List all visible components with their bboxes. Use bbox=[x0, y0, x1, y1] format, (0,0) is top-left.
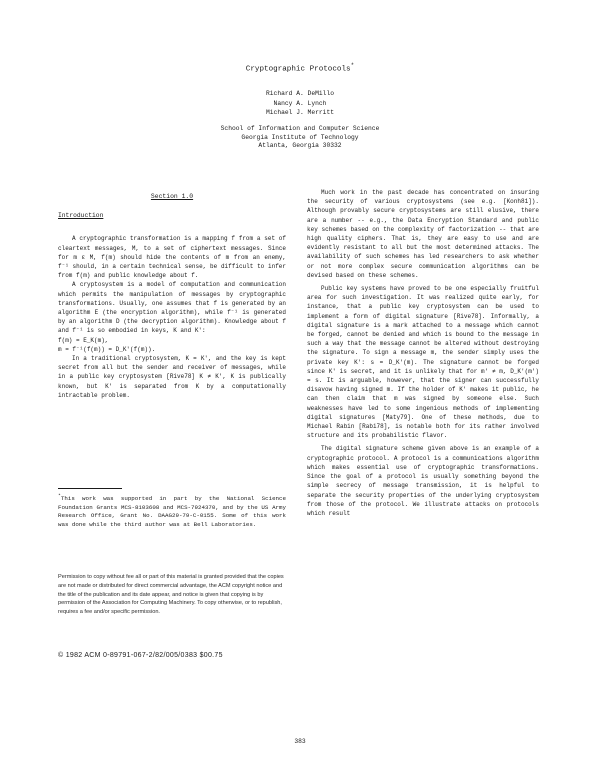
paragraph: A cryptosystem is a model of computation and communication which permits the manipulation of messages by cryptographic transformations. Usually, one assumes that f is generated by an algorithm E (the encryption algorithm), while f⁻¹ is generated by an algorithm D (the decryption algorithm). Knowledge about f and f⁻¹ is so embodied in keys, K and K': bbox=[58, 281, 286, 335]
paragraph: A cryptographic transformation is a mapping f from a set of cleartext messages, M, to a set of ciphertext messages. Since for m ε M, f(m) should hide the contents of m from an enemy, f⁻¹ should, in a certain technical sense, be difficult to infer from f(m) and public knowledge about f. bbox=[58, 235, 286, 280]
page-number: 383 bbox=[294, 738, 306, 745]
author-list bbox=[0, 89, 600, 118]
title-text: Cryptographic Protocols bbox=[245, 65, 351, 74]
paragraph: The digital signature scheme given above is an example of a cryptographic protocol. A protocol is a communications algorithm which makes essential use of cryptographic transformations. Since the goal of a protocol is usually something beyond the simple secrecy of message transmission, it is helpful to separate the security properties of the underlying cryptosystem from those of the protocol. We illustrate attacks on protocols which result bbox=[307, 445, 539, 517]
affiliation-line: Atlanta, Georgia 30332 bbox=[258, 142, 342, 149]
footnote-mark: * bbox=[58, 494, 61, 499]
section-title: Section 1.0 bbox=[150, 193, 194, 200]
affiliation-line: Georgia Institute of Technology bbox=[241, 133, 359, 141]
copyright-line: © 1982 ACM 0-89791-067-2/82/005/0383 $00.75 bbox=[58, 652, 223, 659]
title-footnote-mark: * bbox=[350, 62, 355, 69]
footnote-rule bbox=[58, 488, 122, 489]
paragraph: In a traditional cryptosystem, K = K', and the key is kept secret from all but the sender and receiver of messages, while in a public key cryptosystem [Rive78] K ≠ K', K is publically known, but K' is separated from K by a computationally intractable problem. bbox=[58, 355, 286, 399]
introduction-heading: Introduction bbox=[58, 212, 104, 220]
permission-notice: Permission to copy without fee all or part of this material is granted provided that the copies are not made or distributed for direct commercial advantage, the ACM copyright notice and the title of the publication and its date appear, and notice is given that copying is by permission of the Association for Computing Machinery. To copy otherwise, or to republish, requires a fee and/or specific permission. bbox=[58, 574, 284, 616]
left-column bbox=[58, 188, 286, 400]
paragraph: Public key systems have proved to be one especially fruitful area for such investigation. It was realized quite early, for instance, that a public key cryptosystem can be used to implement a form of digital signature [Rive78]. Informally, a digital signature is a mark attached to a message which cannot be forged, cannot be denied and which is bound to the message in such a way that the message cannot be altered without destroying the signature. To sign a message m, the sender simply uses the private key K': s = D_K'(m). The signature cannot be forged since K' is secret, and it is unlikely that for m' ≠ m, D_K'(m') = s. It is arguable, however, that the signer can successfully disavow having signed m. If the holder of K' makes it public, he can then claim that m was signed by someone else. Such weaknesses have led to some ingenious methods of implementing digital signatures [Maty79]. One of these methods, due to Michael Rabin [Rabi78], is notable both for its rather involved structure and its probabilistic flavor. bbox=[307, 285, 539, 440]
formula: m = f⁻¹(f(m)) = D_K'(f(m)). bbox=[58, 345, 156, 353]
author-name: Nancy A. Lynch bbox=[273, 99, 327, 107]
formula: f(m) = E_K(m), bbox=[58, 336, 109, 344]
author-name: Richard A. DeMillo bbox=[265, 90, 335, 97]
paragraph: Much work in the past decade has concentrated on insuring the security of various cryptosystems (see e.g. [Konh81]). Although provably secure cryptosystems are still elusive, there are a number -- e.g., the Data Encryption Standard and public key schemes based on the complexity of factorization -- that are high quality ciphers. That is, they are easy to use and are evidently resistant to all but the most determined attacks. The availability of such schemes has led researchers to ask whether or not more complex secure communication algorithms can be devised based on these schemes. bbox=[307, 189, 539, 279]
footnote bbox=[58, 488, 286, 529]
affiliation-line: School of Information and Computer Science bbox=[220, 125, 380, 132]
paper-title bbox=[0, 62, 600, 74]
footnote-text: This work was supported in part by the National Science Foundation Grants MCS-8103608 and MCS-7924370, and by the US Army Research Office, Grant No. DAAG29-79-C-0155. Some of this work was done while the third author was at Bell Laboratories. bbox=[58, 494, 286, 528]
affiliation bbox=[0, 125, 600, 151]
author-name: Michael J. Merritt bbox=[265, 109, 335, 116]
right-column bbox=[307, 188, 539, 522]
